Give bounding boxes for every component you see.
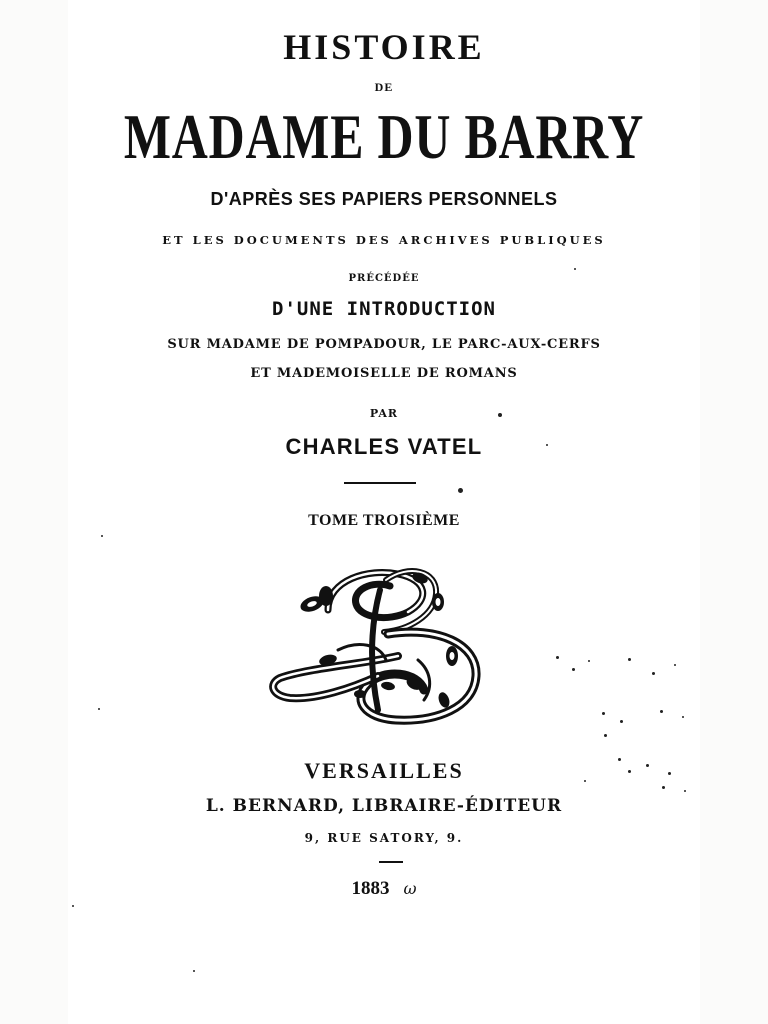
introduction-subject-line: SUR MADAME DE POMPADOUR, LE PARC-AUX-CERFS — [167, 337, 601, 352]
divider-rule — [344, 482, 416, 484]
introduction-line: D'UNE INTRODUCTION — [272, 298, 496, 320]
subtitle: D'APRÈS SES PAPIERS PERSONNELS — [210, 189, 558, 209]
title-histoire: HISTOIRE — [283, 27, 485, 67]
main-title: MADAME DU BARRY — [123, 101, 645, 172]
author-name: CHARLES VATEL — [285, 434, 483, 459]
volume-label: TOME TROISIÈME — [308, 512, 460, 529]
precedee-label: PRÉCÉDÉE — [348, 273, 420, 284]
short-divider-rule — [379, 861, 403, 863]
publication-city: VERSAILLES — [304, 758, 464, 783]
publisher-line: L. BERNARD, LIBRAIRE-ÉDITEUR — [205, 796, 563, 816]
documents-line: ET LES DOCUMENTS DES ARCHIVES PUBLIQUES — [162, 233, 606, 247]
publication-year-line — [0, 878, 768, 900]
handwritten-mark: ω — [403, 879, 417, 898]
monogram-ornament-icon — [268, 560, 494, 726]
title-de: DE — [374, 80, 394, 94]
par-label: PAR — [369, 407, 399, 420]
introduction-subject-line-2: ET MADEMOISELLE DE ROMANS — [250, 366, 518, 381]
publisher-address: 9, RUE SATORY, 9. — [304, 831, 464, 845]
publication-year: 1883 — [351, 878, 390, 899]
